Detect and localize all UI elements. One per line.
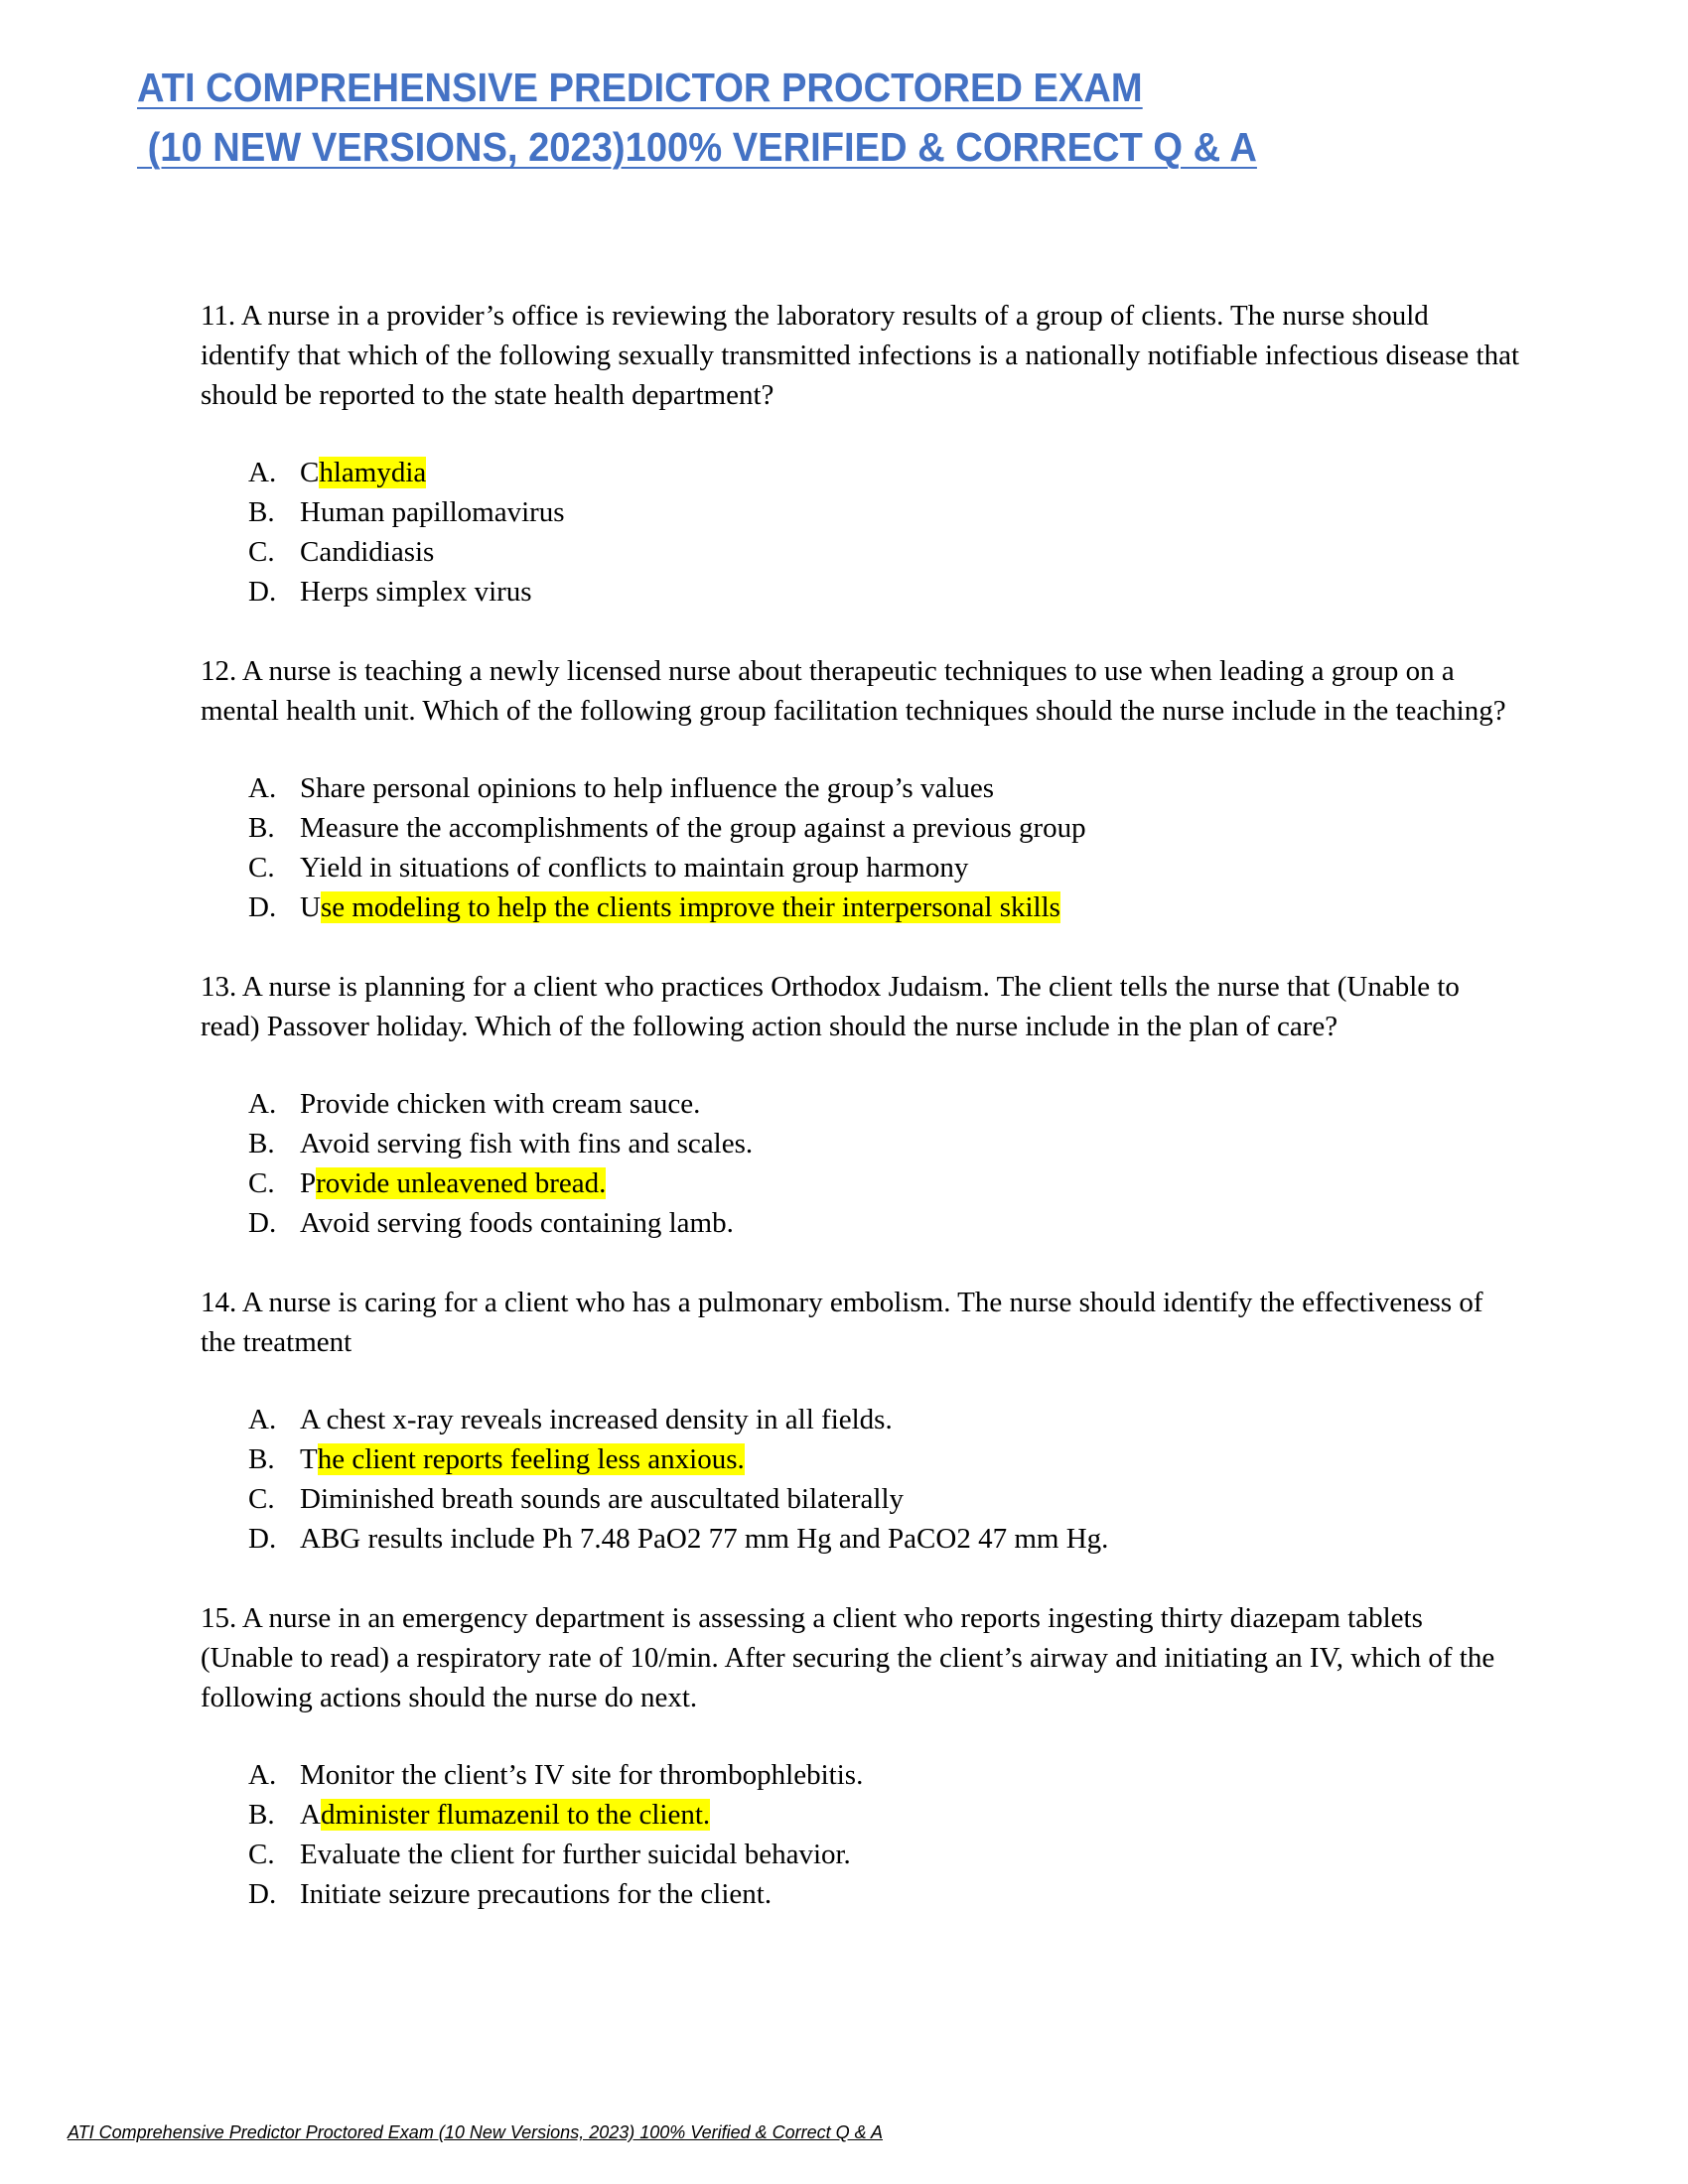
option-text-plain: Candidiasis <box>300 536 435 568</box>
option-a <box>201 1755 1521 1795</box>
option-text-plain: Avoid serving foods containing lamb. <box>300 1207 734 1239</box>
option-text-plain: Monitor the client’s IV site for thrombophlebitis. <box>300 1759 864 1791</box>
option-text-plain: Diminished breath sounds are auscultated bilaterally <box>300 1483 905 1515</box>
answer-options <box>201 453 1521 612</box>
option-d <box>201 1874 1521 1914</box>
question-list <box>201 296 1521 1954</box>
page-footer: ATI Comprehensive Predictor Proctored Exam (10 New Versions, 2023) 100% Verified & Correct Q & A <box>68 2122 884 2142</box>
option-text-plain: Yield in situations of conflicts to maintain group harmony <box>300 852 969 884</box>
option-letter: A. <box>248 457 277 488</box>
question-15 <box>201 1598 1521 1914</box>
question-11 <box>201 296 1521 612</box>
option-text-plain: Human papillomavirus <box>300 496 565 528</box>
question-13 <box>201 967 1521 1243</box>
option-b <box>201 492 1521 532</box>
answer-options <box>201 768 1521 927</box>
option-text <box>300 1795 710 1835</box>
option-text <box>300 1519 1108 1559</box>
option-text <box>300 453 426 492</box>
option-c <box>201 848 1521 887</box>
option-text <box>300 1835 851 1874</box>
option-letter: B. <box>248 812 275 844</box>
option-letter: C. <box>248 536 275 568</box>
option-c <box>201 1835 1521 1874</box>
option-text <box>300 572 532 612</box>
option-text-plain: Initiate seizure precautions for the client. <box>300 1878 773 1910</box>
highlighted-answer: se modeling to help the clients improve their interpersonal skills <box>320 891 1060 923</box>
option-letter: A. <box>248 1759 277 1791</box>
option-c <box>201 532 1521 572</box>
option-text <box>300 1479 904 1519</box>
option-letter: B. <box>248 1443 275 1475</box>
option-text <box>300 1439 745 1479</box>
option-letter: C. <box>248 1167 275 1199</box>
option-text-plain: Herps simplex virus <box>300 576 532 608</box>
option-text <box>300 1163 606 1203</box>
option-letter: D. <box>248 576 277 608</box>
highlighted-answer: rovide unleavened bread. <box>316 1167 607 1199</box>
option-text-prefix: A <box>300 1799 321 1831</box>
option-text-prefix: T <box>300 1443 318 1475</box>
option-text-prefix: C <box>300 457 320 488</box>
option-text <box>300 532 434 572</box>
question-text: 11. A nurse in a provider’s office is reviewing the laboratory results of a group of clients. The nurse should identify that which of the following sexually transmitted infections is a nationally notifiable infectious disease that should be reported to the state health department? <box>201 300 1520 411</box>
option-letter: A. <box>248 772 277 804</box>
question-12 <box>201 651 1521 927</box>
header-title-line-1: ATI COMPREHENSIVE PREDICTOR PROCTORED EXAM <box>137 65 1143 110</box>
option-text <box>300 492 565 532</box>
question-14 <box>201 1283 1521 1559</box>
option-letter: C. <box>248 1839 275 1870</box>
option-text <box>300 1203 734 1243</box>
option-b <box>201 808 1521 848</box>
option-text <box>300 1400 893 1439</box>
question-text: 12. A nurse is teaching a newly licensed nurse about therapeutic techniques to use when leading a group on a mental health unit. Which of the following group facilitation techniques should the nurse include in the teaching? <box>201 655 1506 727</box>
answer-options <box>201 1400 1521 1559</box>
option-text-prefix: U <box>300 891 321 923</box>
option-b <box>201 1795 1521 1835</box>
option-text <box>300 848 968 887</box>
option-a <box>201 1084 1521 1124</box>
question-text: 13. A nurse is planning for a client who practices Orthodox Judaism. The client tells the nurse that (Unable to read) Passover holiday. Which of the following action should the nurse include in the plan of care? <box>201 971 1460 1042</box>
option-d <box>201 572 1521 612</box>
page-header <box>137 58 1626 177</box>
answer-options <box>201 1755 1521 1914</box>
option-d <box>201 1203 1521 1243</box>
option-letter: C. <box>248 1483 275 1515</box>
option-a <box>201 453 1521 492</box>
option-letter: B. <box>248 496 275 528</box>
option-letter: D. <box>248 1878 277 1910</box>
option-letter: D. <box>248 1523 277 1555</box>
option-text-plain: Evaluate the client for further suicidal behavior. <box>300 1839 851 1870</box>
option-text-plain: Measure the accomplishments of the group against a previous group <box>300 812 1086 844</box>
option-letter: C. <box>248 852 275 884</box>
option-text <box>300 887 1060 927</box>
option-text <box>300 1874 772 1914</box>
option-d <box>201 1519 1521 1559</box>
option-text <box>300 1084 700 1124</box>
option-text <box>300 768 994 808</box>
option-letter: D. <box>248 1207 277 1239</box>
answer-options <box>201 1084 1521 1243</box>
highlighted-answer: hlamydia <box>319 457 427 488</box>
highlighted-answer: dminister flumazenil to the client. <box>320 1799 711 1831</box>
option-text <box>300 808 1086 848</box>
option-text <box>300 1124 753 1163</box>
option-text-plain: Provide chicken with cream sauce. <box>300 1088 701 1120</box>
option-b <box>201 1124 1521 1163</box>
option-letter: A. <box>248 1088 277 1120</box>
header-title-line-2: (10 NEW VERSIONS, 2023)100% VERIFIED & CORRECT Q & A <box>137 124 1257 170</box>
option-text-prefix: P <box>300 1167 317 1199</box>
option-letter: A. <box>248 1404 277 1435</box>
highlighted-answer: he client reports feeling less anxious. <box>317 1443 745 1475</box>
option-text <box>300 1755 863 1795</box>
question-text: 14. A nurse is caring for a client who has a pulmonary embolism. The nurse should identify the effectiveness of the treatment <box>201 1287 1483 1358</box>
option-text-plain: ABG results include Ph 7.48 PaO2 77 mm Hg and PaCO2 47 mm Hg. <box>300 1523 1109 1555</box>
option-text-plain: Share personal opinions to help influence the group’s values <box>300 772 995 804</box>
option-letter: B. <box>248 1128 275 1160</box>
option-d <box>201 887 1521 927</box>
option-c <box>201 1479 1521 1519</box>
option-text-plain: Avoid serving fish with fins and scales. <box>300 1128 754 1160</box>
option-letter: D. <box>248 891 277 923</box>
option-c <box>201 1163 1521 1203</box>
question-text: 15. A nurse in an emergency department is assessing a client who reports ingesting thirty diazepam tablets (Unable to read) a respiratory rate of 10/min. After securing the client’s airway and initiating an IV, which of the following actions should the nurse do next. <box>201 1602 1495 1713</box>
option-text-plain: A chest x-ray reveals increased density in all fields. <box>300 1404 893 1435</box>
option-b <box>201 1439 1521 1479</box>
option-a <box>201 768 1521 808</box>
option-letter: B. <box>248 1799 275 1831</box>
option-a <box>201 1400 1521 1439</box>
